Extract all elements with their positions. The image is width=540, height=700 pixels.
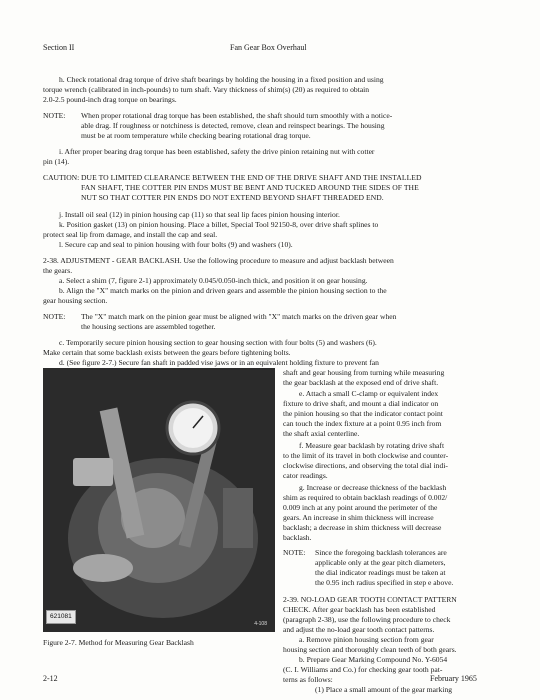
step-g-line1: g. Increase or decrease thickness of the backlash (299, 483, 447, 492)
step-g-line5: backlash; a decrease in shim thickness will decrease (283, 523, 442, 532)
step-h-line2: torque wrench (calibrated in inch-pounds) to turn shaft. Vary thickness of shim(s) (20) as required to obtain (43, 85, 370, 94)
note-label: NOTE: (283, 548, 306, 557)
note3-line3: the dial indicator readings must be taken at (315, 568, 446, 577)
section-2-39-line3: (paragraph 2-38), use the following procedure to check (283, 615, 451, 624)
note3-line2: applicable only at the gear pitch diameters, (315, 558, 446, 567)
note-label: NOTE: (43, 111, 66, 120)
step-e-line2: fixture to drive shaft, and mount a dial indicator on (283, 399, 439, 408)
note-label: NOTE: (43, 312, 66, 321)
caution-line2: FAN SHAFT, THE COTTER PIN ENDS MUST BE BENT AND TUCKED AROUND THE SIDES OF THE (81, 183, 419, 192)
step-e-line3: the pinion housing so that the indicator contact point (283, 409, 443, 418)
note2-line2: the housing sections are assembled together. (81, 322, 216, 331)
step-239b1-line1: (1) Place a small amount of the gear marking (315, 685, 453, 694)
note2-line1: The "X" match mark on the pinion gear must be aligned with "X" match marks on the driven gear when (81, 312, 397, 321)
step-d-line2: shaft and gear housing from turning while measuring (283, 368, 445, 377)
step-e-line1: e. Attach a small C-clamp or equivalent index (299, 389, 439, 398)
step-k-line2: protect seal lip from damage, and install the cap and seal. (43, 230, 218, 239)
step-f-line3: clockwise directions, and observing the total dial indi- (283, 461, 448, 470)
step-g-line2: shim as required to obtain backlash readings of 0.002/ (283, 493, 448, 502)
step-i-line2: pin (14). (43, 157, 70, 166)
step-j: j. Install oil seal (12) in pinion housing cap (11) so that seal lip faces pinion housing interior. (59, 210, 340, 219)
step-l: l. Secure cap and seal to pinion housing with four bolts (9) and washers (10). (59, 240, 293, 249)
step-d-line3: the gear backlash at the exposed end of drive shaft. (283, 378, 439, 387)
step-238b-line1: b. Align the "X" match marks on the pinion and driven gears and assemble the pinion housing section to the (59, 286, 387, 295)
step-238a: a. Select a shim (7, figure 2-1) approximately 0.045/0.050-inch thick, and position it on gear housing. (59, 276, 368, 285)
step-f-line2: to the limit of its travel in both clockwise and counter- (283, 451, 449, 460)
caution-line1: DUE TO LIMITED CLEARANCE BETWEEN THE END OF THE DRIVE SHAFT AND THE INSTALLED (81, 173, 422, 182)
step-k-line1: k. Position gasket (13) on pinion housing. Place a billet, Special Tool 92150-8, over drive shaft splines to (59, 220, 379, 229)
step-g-line3: 0.009 inch at any point around the perimeter of the (283, 503, 438, 512)
step-e-line5: the shaft axial centerline. (283, 429, 360, 438)
section-2-39-line4: and adjust the no-load gear tooth contact patterns. (283, 625, 435, 634)
step-239b-line3: terns as follows: (283, 675, 333, 684)
step-c-line1: c. Temporarily secure pinion housing section to gear housing section with four bolts (5) and washers (6). (59, 338, 377, 347)
note3-line1: Since the foregoing backlash tolerances are (315, 548, 447, 557)
page-number: 2-12 (43, 674, 58, 683)
step-239b-line2: (C. I. Williams and Co.) for checking gear tooth pat- (283, 665, 443, 674)
section-2-39-line1: 2-39. NO-LOAD GEAR TOOTH CONTACT PATTERN (283, 595, 457, 604)
caution-label: CAUTION: (43, 173, 80, 182)
step-238b-line2: gear housing section. (43, 296, 108, 305)
section-2-38-line2: the gears. (43, 266, 73, 275)
section-2-39-line2: CHECK. After gear backlash has been established (283, 605, 436, 614)
section-2-38-line1: 2-38. ADJUSTMENT - GEAR BACKLASH. Use the following procedure to measure and adjust backlash between (43, 256, 394, 265)
publication-date: February 1965 (430, 674, 477, 683)
photo-ref-number: 4-108 (254, 621, 267, 628)
note1-line1: When proper rotational drag torque has been established, the shaft should turn smoothly with a notice- (81, 111, 393, 120)
note3-line4: the 0.95 inch radius specified in step e above. (315, 578, 454, 587)
step-i-line1: i. After proper bearing drag torque has been established, safety the drive pinion retaining nut with cotter (59, 147, 375, 156)
step-239a-line1: a. Remove pinion housing section from gear (299, 635, 434, 644)
note1-line2: able drag. If roughness or notchiness is detected, remove, clean and reinspect bearings. The housing (81, 121, 385, 130)
step-g-line6: backlash. (283, 533, 312, 542)
page-title: Fan Gear Box Overhaul (230, 43, 307, 52)
step-f-line4: cator readings. (283, 471, 328, 480)
step-h-line3: 2.0-2.5 pound-inch drag torque on bearings. (43, 95, 177, 104)
step-e-line4: can touch the index fixture at a point 0.95 inch from (283, 419, 442, 428)
note1-line3: must be at room temperature while checking bearing rotational drag torque. (81, 131, 311, 140)
step-g-line4: gears. An increase in shim thickness will increase (283, 513, 434, 522)
photo-id-tag: 621081 (46, 610, 76, 624)
step-c-line2: Make certain that some backlash exists between the gears before tightening bolts. (43, 348, 291, 357)
step-d-line1: d. (See figure 2-7.) Secure fan shaft in padded vise jaws or in an equivalent holding fixture to prevent fan (59, 358, 379, 367)
section-label: Section II (43, 43, 75, 52)
caution-line3: NUT SO THAT COTTER PIN ENDS DO NOT EXTEND BEYOND SHAFT THREADED END. (81, 193, 384, 202)
step-f-line1: f. Measure gear backlash by rotating drive shaft (299, 441, 445, 450)
step-h-line1: h. Check rotational drag torque of drive shaft bearings by holding the housing in a fixed position and using (59, 75, 384, 84)
step-239b-line1: b. Prepare Gear Marking Compound No. Y-6054 (299, 655, 448, 664)
gearbox-photo-illustration (43, 368, 275, 632)
step-239a-line2: housing section and thoroughly clean teeth of both gears. (283, 645, 457, 654)
figure-caption: Figure 2-7. Method for Measuring Gear Backlash (43, 638, 194, 647)
figure-photo (43, 368, 275, 632)
